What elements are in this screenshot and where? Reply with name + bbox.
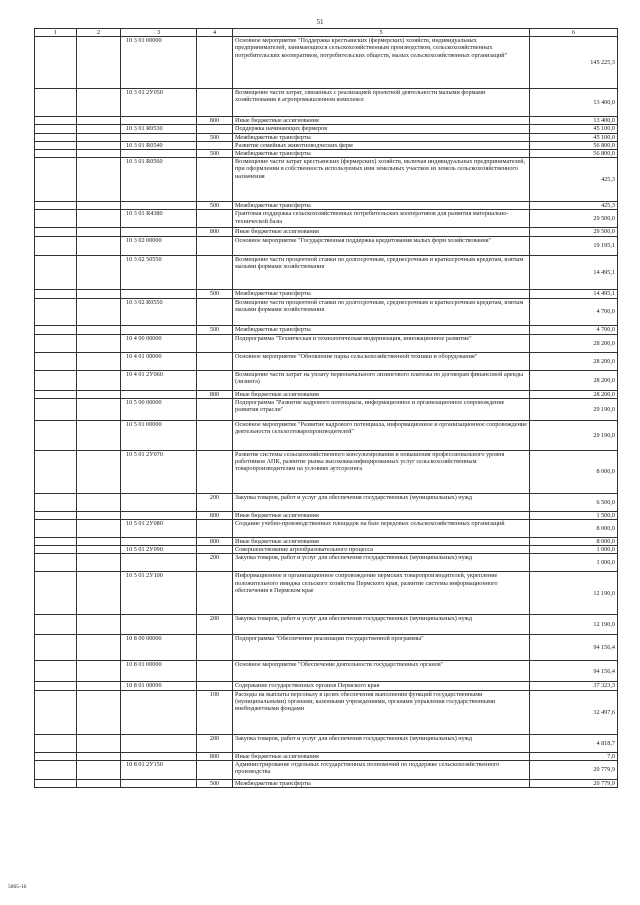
row-code — [121, 117, 197, 125]
row-sum: 19 195,1 — [530, 236, 618, 255]
row-expense-type: 800 — [197, 752, 233, 760]
row-sum: 8 000,0 — [530, 450, 618, 493]
row-sum: 1 000,0 — [530, 554, 618, 572]
row-name: Администрирование отдельных государственных полномочий по поддержке сельскохозяйственного производства — [233, 760, 530, 779]
col-1-cell — [35, 150, 77, 158]
row-name: Подпрограмма "Обеспечение реализации государственной программы" — [233, 635, 530, 661]
row-expense-type — [197, 450, 233, 493]
row-sum: 4 700,0 — [530, 298, 618, 325]
row-name: Возмещение части затрат, связанных с реализацией проектной деятельности малыми формами хозяйствования в агропромышленном комплексе — [233, 89, 530, 117]
row-code — [121, 690, 197, 734]
row-sum: 29 190,0 — [530, 398, 618, 420]
row-expense-type — [197, 682, 233, 690]
col-2-cell — [77, 325, 121, 334]
table-row — [35, 298, 618, 325]
row-code: 10 3 01 2У050 — [121, 89, 197, 117]
col-2-cell — [77, 117, 121, 125]
row-name: Возмещение части затрат на уплату первоначального лизингового платежа по договорам финансовой аренды (лизинга) — [233, 370, 530, 390]
row-expense-type — [197, 398, 233, 420]
table-row — [35, 37, 618, 89]
col-2-cell — [77, 538, 121, 546]
row-sum: 14 495,1 — [530, 289, 618, 298]
row-code: 10 4 01 2У060 — [121, 370, 197, 390]
table-row — [35, 546, 618, 554]
table-row — [35, 325, 618, 334]
row-code — [121, 202, 197, 210]
row-expense-type — [197, 420, 233, 450]
col-2-cell — [77, 334, 121, 352]
row-expense-type — [197, 37, 233, 89]
row-sum: 56 800,0 — [530, 150, 618, 158]
row-code: 10 3 02 50550 — [121, 255, 197, 289]
row-expense-type: 500 — [197, 133, 233, 141]
row-name: Создание учебно-производственных площадок на базе передовых сельскохозяйственных организаций — [233, 520, 530, 538]
col-2-cell — [77, 255, 121, 289]
row-code: 10 8 00 00000 — [121, 635, 197, 661]
col-1-cell — [35, 511, 77, 519]
row-name: Межбюджетные трансферты — [233, 289, 530, 298]
row-sum: 4 700,0 — [530, 325, 618, 334]
row-name: Иные бюджетные ассигнования — [233, 228, 530, 236]
row-expense-type — [197, 334, 233, 352]
row-sum: 94 156,4 — [530, 661, 618, 682]
row-name: Основное мероприятие "Поддержка крестьянских (фермерских) хозяйств, индивидуальных предпринимателей, занимающихся сельскохозяйственным производством, сельскохозяйственных потребительских кооперативов, потребительских обществ, малых сельскохозяйственных организаций" — [233, 37, 530, 89]
col-2-cell — [77, 398, 121, 420]
row-name: Иные бюджетные ассигнования — [233, 390, 530, 398]
table-row — [35, 370, 618, 390]
row-name: Межбюджетные трансферты — [233, 325, 530, 334]
row-name: Закупка товаров, работ и услуг для обеспечения государственных (муниципальных) нужд — [233, 493, 530, 511]
table-row — [35, 760, 618, 779]
row-expense-type — [197, 236, 233, 255]
col-2-cell — [77, 141, 121, 149]
table-row — [35, 89, 618, 117]
row-code — [121, 615, 197, 635]
col-1-cell — [35, 141, 77, 149]
row-sum: 56 800,0 — [530, 141, 618, 149]
table-row — [35, 779, 618, 787]
row-name: Основное мероприятие "Государственная поддержка кредитования малых форм хозяйствования" — [233, 236, 530, 255]
col-1-cell — [35, 538, 77, 546]
row-name: Подпрограмма "Развитие кадрового потенциала, информационное и организационное сопровождение развития отрасли" — [233, 398, 530, 420]
table-row — [35, 150, 618, 158]
row-code: 10 8 01 00000 — [121, 661, 197, 682]
row-code: 10 3 01 R4380 — [121, 210, 197, 228]
col-2-cell — [77, 420, 121, 450]
row-sum: 45 100,0 — [530, 133, 618, 141]
row-code — [121, 150, 197, 158]
row-name: Возмещение части процентной ставки по долгосрочным, среднесрочным и краткосрочным кредитам, взятым малыми формами хозяйствования — [233, 255, 530, 289]
budget-table — [34, 28, 618, 788]
row-expense-type — [197, 520, 233, 538]
row-code — [121, 511, 197, 519]
row-sum: 28 200,0 — [530, 334, 618, 352]
row-expense-type — [197, 572, 233, 615]
row-expense-type: 500 — [197, 150, 233, 158]
row-expense-type: 800 — [197, 117, 233, 125]
row-sum: 7,0 — [530, 752, 618, 760]
col-1-cell — [35, 125, 77, 133]
row-sum: 13 400,0 — [530, 89, 618, 117]
table-row — [35, 554, 618, 572]
col-1-cell — [35, 615, 77, 635]
col-1-cell — [35, 236, 77, 255]
col-1-cell — [35, 779, 77, 787]
row-sum: 8 000,0 — [530, 520, 618, 538]
col-1-cell — [35, 89, 77, 117]
col-1-cell — [35, 520, 77, 538]
row-sum: 4 818,7 — [530, 734, 618, 752]
table-row — [35, 117, 618, 125]
col-1-cell — [35, 228, 77, 236]
row-expense-type: 800 — [197, 511, 233, 519]
row-expense-type: 100 — [197, 690, 233, 734]
row-name: Иные бюджетные ассигнования — [233, 117, 530, 125]
table-row — [35, 236, 618, 255]
row-expense-type — [197, 89, 233, 117]
row-expense-type: 500 — [197, 289, 233, 298]
col-2-cell — [77, 752, 121, 760]
header-col-3: 3 — [121, 29, 197, 37]
row-name: Содержание государственных органов Пермского края — [233, 682, 530, 690]
col-1-cell — [35, 37, 77, 89]
row-expense-type — [197, 298, 233, 325]
col-2-cell — [77, 661, 121, 682]
row-expense-type: 800 — [197, 390, 233, 398]
row-name: Межбюджетные трансферты — [233, 202, 530, 210]
row-expense-type: 200 — [197, 554, 233, 572]
col-2-cell — [77, 150, 121, 158]
row-expense-type: 500 — [197, 779, 233, 787]
table-row — [35, 520, 618, 538]
table-row — [35, 615, 618, 635]
col-1-cell — [35, 572, 77, 615]
col-2-cell — [77, 511, 121, 519]
col-1-cell — [35, 546, 77, 554]
col-2-cell — [77, 760, 121, 779]
row-code: 10 5 00 00000 — [121, 398, 197, 420]
col-2-cell — [77, 734, 121, 752]
col-1-cell — [35, 752, 77, 760]
row-expense-type — [197, 255, 233, 289]
row-sum: 14 495,1 — [530, 255, 618, 289]
row-name: Межбюджетные трансферты — [233, 133, 530, 141]
col-1-cell — [35, 554, 77, 572]
header-col-6: 6 — [530, 29, 618, 37]
col-2-cell — [77, 450, 121, 493]
row-expense-type: 200 — [197, 734, 233, 752]
row-name: Закупка товаров, работ и услуг для обеспечения государственных (муниципальных) нужд — [233, 734, 530, 752]
table-row — [35, 255, 618, 289]
row-sum: 94 156,4 — [530, 635, 618, 661]
table-row — [35, 420, 618, 450]
col-2-cell — [77, 682, 121, 690]
col-2-cell — [77, 228, 121, 236]
row-code: 10 3 02 R0550 — [121, 298, 197, 325]
col-1-cell — [35, 210, 77, 228]
col-1-cell — [35, 133, 77, 141]
row-code: 10 3 02 00000 — [121, 236, 197, 255]
table-row — [35, 734, 618, 752]
col-1-cell — [35, 117, 77, 125]
row-code: 10 3 01 R0540 — [121, 141, 197, 149]
col-2-cell — [77, 690, 121, 734]
row-name: Основное мероприятие "Обеспечение деятельности государственных органов" — [233, 661, 530, 682]
row-code: 10 3 01 R0530 — [121, 125, 197, 133]
col-2-cell — [77, 133, 121, 141]
table-row — [35, 125, 618, 133]
table-row — [35, 661, 618, 682]
row-code — [121, 133, 197, 141]
col-1-cell — [35, 420, 77, 450]
row-name: Развитие семейных животноводческих ферм — [233, 141, 530, 149]
col-2-cell — [77, 554, 121, 572]
row-expense-type: 500 — [197, 325, 233, 334]
row-sum: 32 497,6 — [530, 690, 618, 734]
col-2-cell — [77, 289, 121, 298]
row-code — [121, 493, 197, 511]
col-2-cell — [77, 202, 121, 210]
row-sum: 12 190,0 — [530, 615, 618, 635]
row-expense-type — [197, 635, 233, 661]
row-code — [121, 325, 197, 334]
table-row — [35, 202, 618, 210]
row-code — [121, 752, 197, 760]
col-1-cell — [35, 352, 77, 370]
col-1-cell — [35, 334, 77, 352]
row-expense-type — [197, 370, 233, 390]
row-name: Иные бюджетные ассигнования — [233, 752, 530, 760]
table-row — [35, 228, 618, 236]
row-code — [121, 289, 197, 298]
row-code: 10 5 01 00000 — [121, 420, 197, 450]
row-name: Иные бюджетные ассигнования — [233, 511, 530, 519]
table-row — [35, 352, 618, 370]
col-2-cell — [77, 493, 121, 511]
col-2-cell — [77, 125, 121, 133]
table-row — [35, 538, 618, 546]
row-sum: 13 400,0 — [530, 117, 618, 125]
table-row — [35, 133, 618, 141]
row-expense-type — [197, 546, 233, 554]
col-2-cell — [77, 352, 121, 370]
col-1-cell — [35, 760, 77, 779]
col-1-cell — [35, 661, 77, 682]
col-1-cell — [35, 734, 77, 752]
row-expense-type: 800 — [197, 228, 233, 236]
row-code: 10 4 00 00000 — [121, 334, 197, 352]
row-expense-type — [197, 760, 233, 779]
col-2-cell — [77, 298, 121, 325]
col-1-cell — [35, 202, 77, 210]
row-code — [121, 538, 197, 546]
table-header-row — [35, 29, 618, 37]
row-code: 10 8 01 00090 — [121, 682, 197, 690]
row-expense-type: 200 — [197, 493, 233, 511]
col-1-cell — [35, 255, 77, 289]
row-name: Грантовая поддержка сельскохозяйственных потребительских кооперативов для развития материально-технической базы — [233, 210, 530, 228]
col-2-cell — [77, 236, 121, 255]
col-1-cell — [35, 682, 77, 690]
row-expense-type — [197, 125, 233, 133]
table-row — [35, 390, 618, 398]
row-sum: 145 225,3 — [530, 37, 618, 89]
row-expense-type — [197, 141, 233, 149]
row-name: Закупка товаров, работ и услуг для обеспечения государственных (муниципальных) нужд — [233, 615, 530, 635]
header-col-4: 4 — [197, 29, 233, 37]
row-name: Информационное и организационное сопровождение пермских товаропроизводителей, укрепление положительного имиджа сельского хозяйства Пермского края, развитие системы информационного обеспечения в Пермском крае — [233, 572, 530, 615]
row-code — [121, 554, 197, 572]
row-code: 10 3 01 00000 — [121, 37, 197, 89]
col-2-cell — [77, 210, 121, 228]
row-code — [121, 734, 197, 752]
col-1-cell — [35, 398, 77, 420]
row-sum: 6 500,0 — [530, 493, 618, 511]
table-row — [35, 158, 618, 202]
header-col-5: 5 — [233, 29, 530, 37]
row-sum: 425,3 — [530, 158, 618, 202]
row-name: Поддержка начинающих фермеров — [233, 125, 530, 133]
col-2-cell — [77, 37, 121, 89]
row-code — [121, 228, 197, 236]
table-row — [35, 398, 618, 420]
col-1-cell — [35, 390, 77, 398]
table-row — [35, 572, 618, 615]
row-sum: 1 000,0 — [530, 546, 618, 554]
table-row — [35, 752, 618, 760]
row-expense-type — [197, 661, 233, 682]
header-col-2: 2 — [77, 29, 121, 37]
col-2-cell — [77, 572, 121, 615]
col-2-cell — [77, 370, 121, 390]
row-code: 10 8 01 2У150 — [121, 760, 197, 779]
row-sum: 45 100,0 — [530, 125, 618, 133]
row-code: 10 5 01 2У080 — [121, 520, 197, 538]
row-code: 10 3 01 R0560 — [121, 158, 197, 202]
row-name: Развитие системы сельскохозяйственного консультирования и повышения профессионального уровня работников АПК, развитие рынка высококвалифицированных услуг сельскохозяйственным товаропроизводителям на условиях аутсорсинга — [233, 450, 530, 493]
table-row — [35, 511, 618, 519]
row-name: Иные бюджетные ассигнования — [233, 538, 530, 546]
col-1-cell — [35, 289, 77, 298]
row-expense-type — [197, 158, 233, 202]
row-name: Возмещение части процентной ставки по долгосрочным, среднесрочным и краткосрочным кредитам, взятым малыми формами хозяйствования — [233, 298, 530, 325]
page-number: 51 — [316, 18, 324, 26]
col-2-cell — [77, 635, 121, 661]
table-row — [35, 450, 618, 493]
row-sum: 425,3 — [530, 202, 618, 210]
row-code: 10 5 01 2У100 — [121, 572, 197, 615]
row-code — [121, 390, 197, 398]
table-row — [35, 141, 618, 149]
footer-code: 5865-16 — [8, 884, 27, 890]
table-row — [35, 289, 618, 298]
col-2-cell — [77, 520, 121, 538]
row-sum: 28 200,0 — [530, 390, 618, 398]
col-2-cell — [77, 390, 121, 398]
col-1-cell — [35, 635, 77, 661]
row-code: 10 5 01 2У090 — [121, 546, 197, 554]
row-sum: 28 200,0 — [530, 352, 618, 370]
row-sum: 12 190,0 — [530, 572, 618, 615]
table-row — [35, 682, 618, 690]
col-2-cell — [77, 615, 121, 635]
col-1-cell — [35, 158, 77, 202]
row-name: Возмещение части затрат крестьянских (фермерских) хозяйств, включая индивидуальных предпринимателей, при оформлении в собственность используемых ими земельных участков из земель сельскохозяйственного назначения — [233, 158, 530, 202]
col-1-cell — [35, 690, 77, 734]
row-expense-type: 200 — [197, 615, 233, 635]
row-name: Подпрограмма "Техническая и технологическая модернизация, инновационное развитие" — [233, 334, 530, 352]
row-sum: 29 500,0 — [530, 210, 618, 228]
row-name: Закупка товаров, работ и услуг для обеспечения государственных (муниципальных) нужд — [233, 554, 530, 572]
col-1-cell — [35, 370, 77, 390]
col-2-cell — [77, 546, 121, 554]
row-name: Расходы на выплаты персоналу в целях обеспечения выполнения функций государственными (муниципальными) органами, казенными учреждениями, органами управления государственными внебюджетными фондами — [233, 690, 530, 734]
row-sum: 8 000,0 — [530, 538, 618, 546]
row-sum: 29 190,0 — [530, 420, 618, 450]
col-2-cell — [77, 89, 121, 117]
table-row — [35, 690, 618, 734]
col-1-cell — [35, 450, 77, 493]
row-code — [121, 779, 197, 787]
table-row — [35, 334, 618, 352]
col-2-cell — [77, 158, 121, 202]
row-expense-type — [197, 210, 233, 228]
col-1-cell — [35, 298, 77, 325]
row-sum: 20 779,9 — [530, 760, 618, 779]
row-sum: 37 323,3 — [530, 682, 618, 690]
row-expense-type: 800 — [197, 538, 233, 546]
header-col-1: 1 — [35, 29, 77, 37]
row-name: Основное мероприятие "Развитие кадрового потенциала, информационное и организационное сопровождение деятельности сельхозтоваропроизводителей" — [233, 420, 530, 450]
table-row — [35, 210, 618, 228]
row-expense-type — [197, 352, 233, 370]
table-row — [35, 635, 618, 661]
row-name: Межбюджетные трансферты — [233, 779, 530, 787]
row-sum: 29 500,0 — [530, 228, 618, 236]
col-1-cell — [35, 493, 77, 511]
row-sum: 20 779,9 — [530, 779, 618, 787]
col-2-cell — [77, 779, 121, 787]
table-row — [35, 493, 618, 511]
row-sum: 28 200,0 — [530, 370, 618, 390]
row-name: Межбюджетные трансферты — [233, 150, 530, 158]
row-code: 10 4 01 00000 — [121, 352, 197, 370]
col-1-cell — [35, 325, 77, 334]
row-code: 10 5 01 2У070 — [121, 450, 197, 493]
row-expense-type: 500 — [197, 202, 233, 210]
row-name: Совершенствование агрообразовательного процесса — [233, 546, 530, 554]
row-sum: 1 500,0 — [530, 511, 618, 519]
row-name: Основное мероприятие "Обновление парка сельскохозяйственной техники и оборудования" — [233, 352, 530, 370]
